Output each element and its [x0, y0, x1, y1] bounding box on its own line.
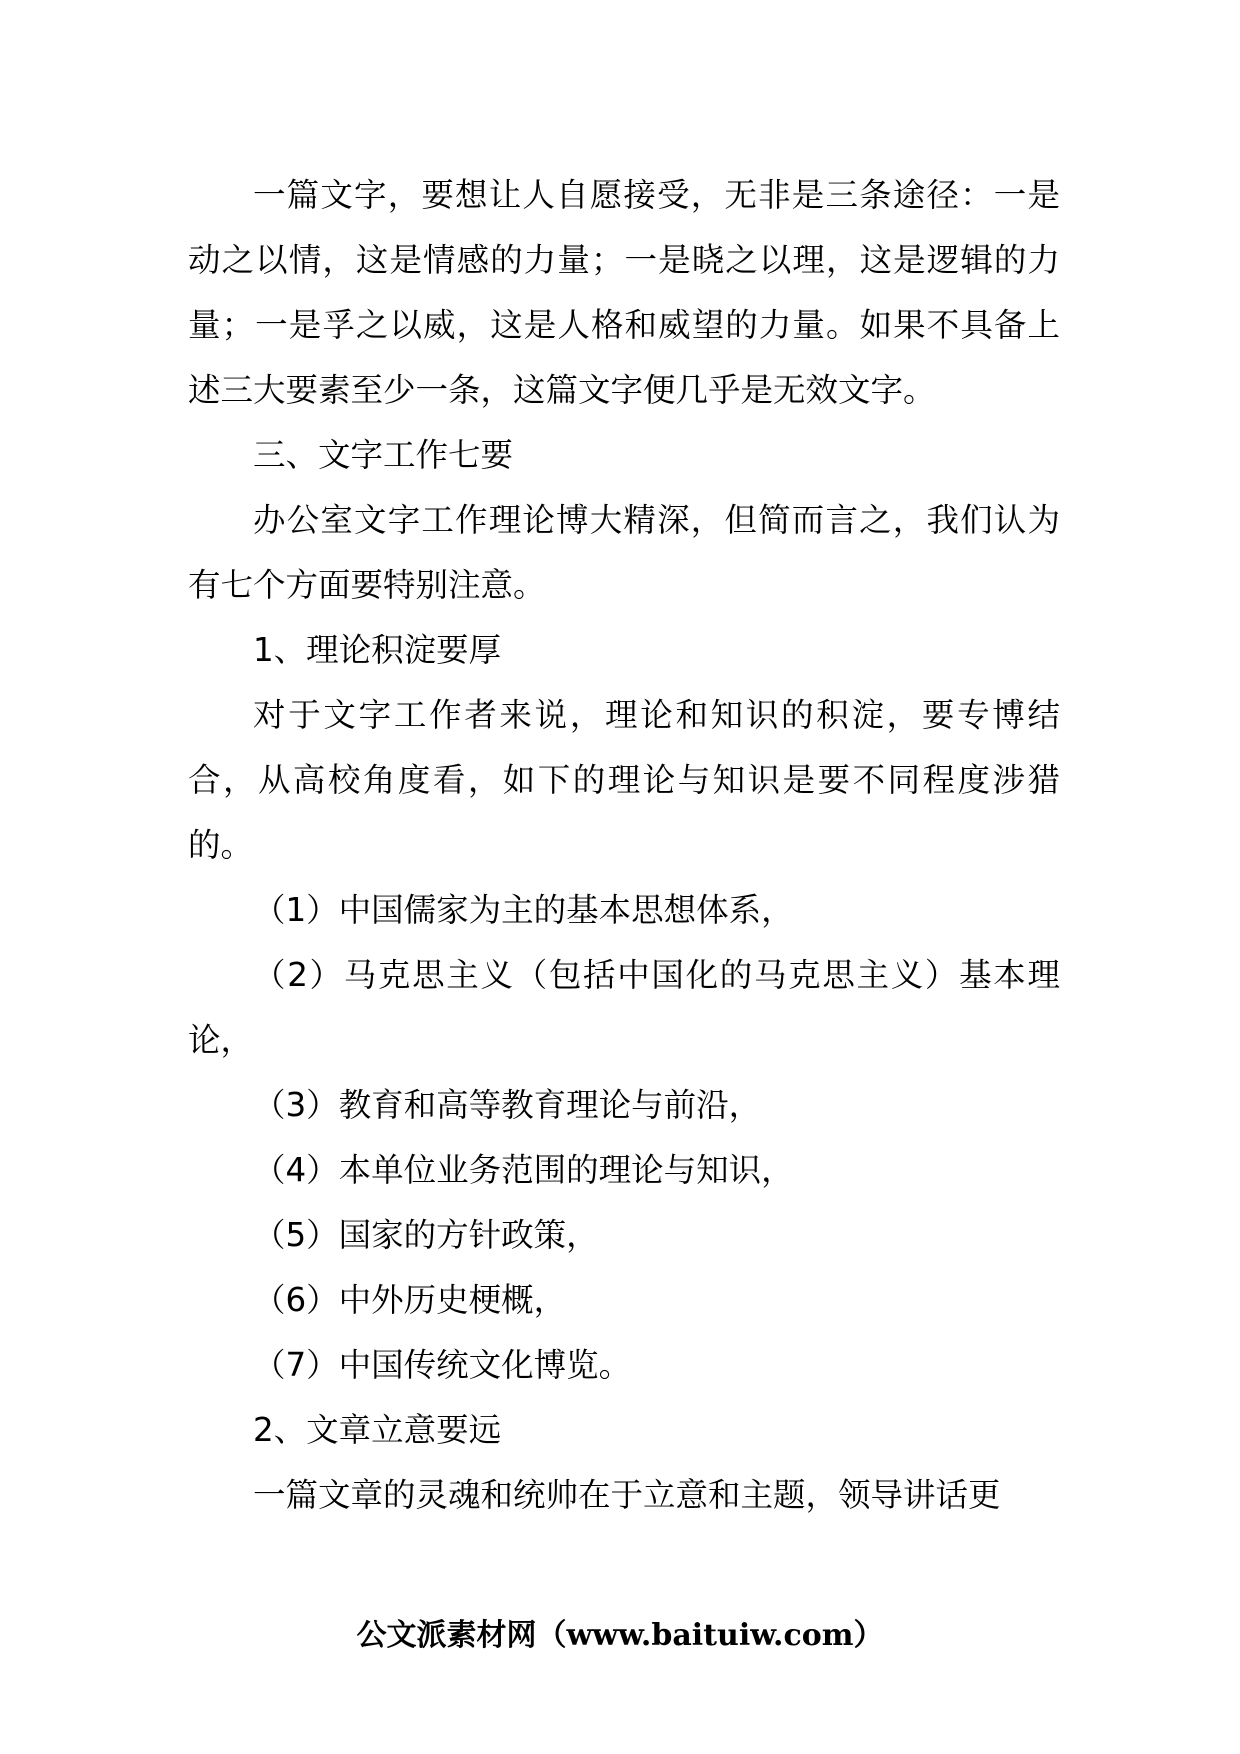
list-item-4: （4）本单位业务范围的理论与知识，	[253, 1151, 794, 1189]
list-item-2: （2）马克思主义（包括中国化的马克思主义）基本理论，	[188, 956, 1060, 1059]
list-item-6: （6）中外历史梗概，	[253, 1281, 567, 1319]
list-item-5: （5）国家的方针政策，	[253, 1216, 599, 1254]
list-item-3: （3）教育和高等教育理论与前沿，	[253, 1086, 762, 1124]
paragraph-seven-aspects: 办公室文字工作理论博大精深，但简而言之，我们认为有七个方面要特别注意。	[188, 501, 1060, 604]
paragraph-persuasion: 一篇文字，要想让人自愿接受，无非是三条途径：一是动之以情，这是情感的力量；一是晓之以理，这是逻辑的力量；一是孚之以威，这是人格和威望的力量。如果不具备上述三大要素至少一条，这篇文字便几乎是无效文字。	[188, 176, 1060, 409]
document-body	[188, 163, 1060, 1528]
footer-watermark: 公文派素材网（www.baituiw.com）	[356, 1618, 884, 1653]
list-item-1: （1）中国儒家为主的基本思想体系，	[253, 891, 794, 929]
list-item-7: （7）中国传统文化博览。	[253, 1346, 632, 1384]
heading-intent: 2、文章立意要远	[253, 1411, 502, 1449]
heading-theory: 1、理论积淀要厚	[253, 631, 502, 669]
paragraph-theory-intro: 对于文字工作者来说，理论和知识的积淀，要专博结合，从高校角度看，如下的理论与知识是要不同程度涉猎的。	[188, 696, 1060, 864]
heading-section-three: 三、文字工作七要	[253, 436, 514, 474]
paragraph-intent: 一篇文章的灵魂和统帅在于立意和主题，领导讲话更	[253, 1476, 1001, 1514]
